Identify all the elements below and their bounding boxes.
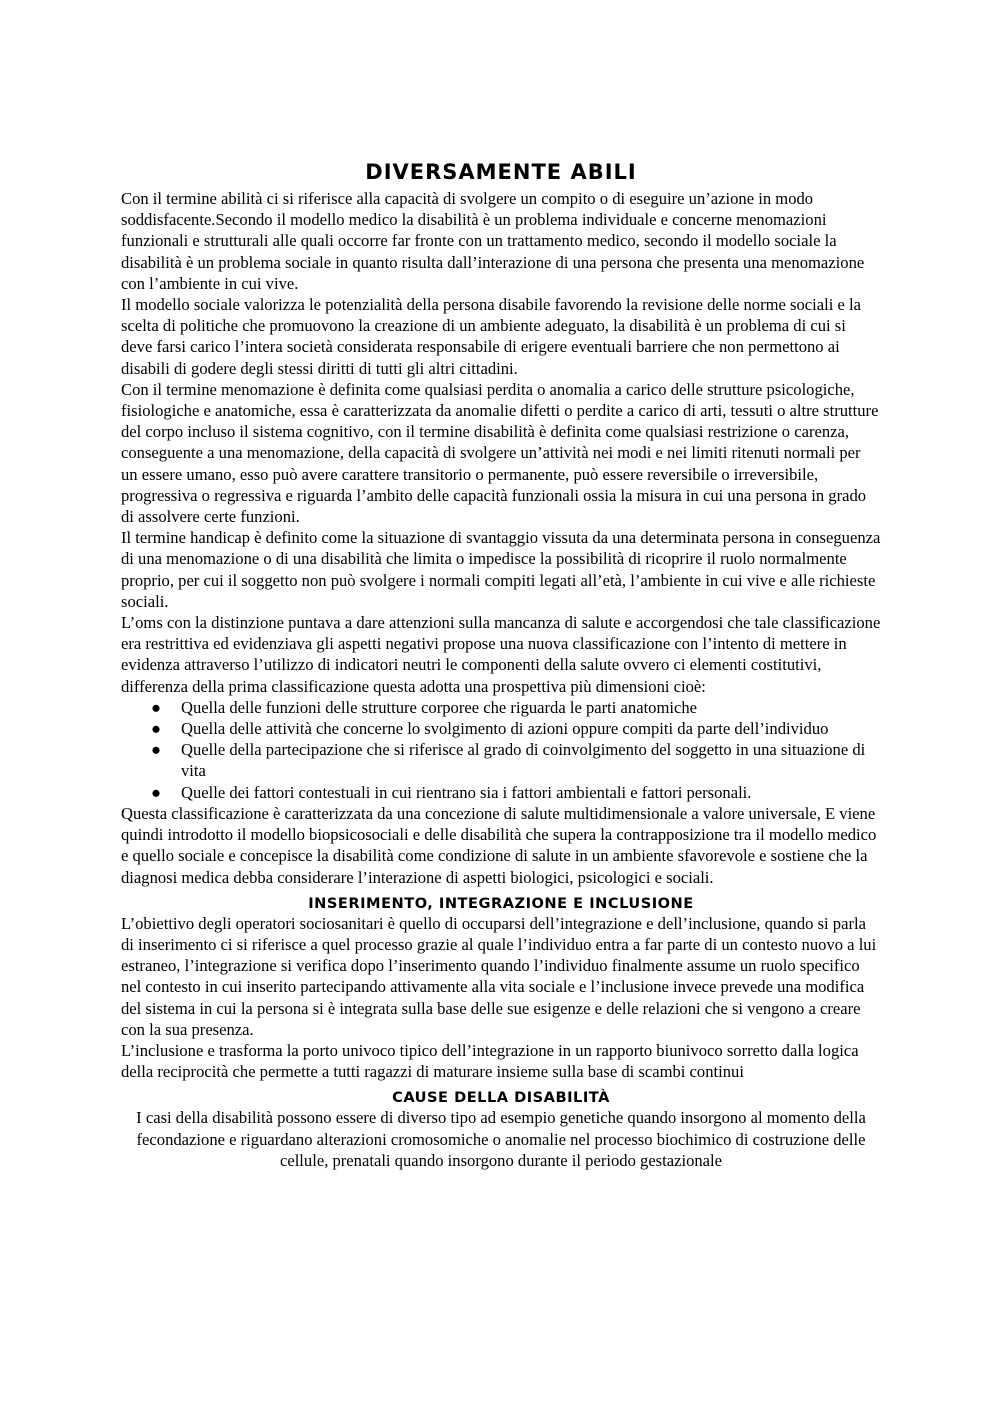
list-item [151,697,881,718]
paragraph-handicap: Il termine handicap è definito come la situazione di svantaggio vissuta da una determinata persona in conseguenza di una menomazione o di una disabilità che limita o impedisce la possibilità di ricoprire il ruolo normalmente proprio, per cui il soggetto non può svolgere i normali compiti legati all’età, l’ambiente in cui vive e alle richieste sociali. [121,528,881,611]
section-heading-cause: CAUSE DELLA DISABILITÀ [392,1089,610,1107]
list-item [151,739,881,781]
paragraph-menomazione: Con il termine menomazione è definita come qualsiasi perdita o anomalia a carico delle strutture psicologiche, fisiologiche e anatomiche, essa è caratterizzata da anomalie difetti o perdite a carico di arti, tessuti o altre strutture del corpo incluso il sistema cognitivo, con il termine disabilità è definita come qualsiasi restrizione o carenza, conseguente a una menomazione, della capacità di svolgere un’attività nei modi e nei limiti ritenuti normali per un essere umano, esso può avere carattere transitorio o permanente, può essere reversibile o irreversibile, progressiva o regressiva e riguarda l’ambito delle capacità funzionali ossia la misura in cui una persona in grado di assolvere certe funzioni. [121,379,879,527]
list-item [151,718,881,739]
section-heading-inserimento: INSERIMENTO, INTEGRAZIONE E INCLUSIONE [308,894,694,912]
bullet-icon: ● [151,782,162,802]
list-item-text: Quella delle funzioni delle strutture corporee che riguarda le parti anatomiche [181,697,698,717]
document-title: DIVERSAMENTE ABILI [365,160,637,184]
document-page [121,156,881,1171]
section-inserimento [121,913,881,1083]
list-item-text: Quelle della partecipazione che si riferisce al grado di coinvolgimento del soggetto in una situazione di vita [181,740,866,781]
section-diversamente-abili [121,188,881,888]
bullet-icon: ● [151,719,162,739]
paragraph-modello-sociale: Il modello sociale valorizza le potenzialità della persona disabile favorendo la revisione delle norme sociali e la scelta di politiche che promuovono la creazione di un ambiente adeguato, la disabilità è un problema di cui si deve farsi carico l’intera società considerata responsabile di erigere eventuali barriere che non permettono ai disabili di godere degli stessi diritti di tutti gli altri cittadini. [121,295,861,378]
list-item-text: Quella delle attività che concerne lo svolgimento di azioni oppure compiti da parte dell’individuo [181,719,829,739]
list-item-text: Quelle dei fattori contestuali in cui rientrano sia i fattori ambientali e fattori personali. [181,782,752,802]
bullet-icon: ● [151,740,162,760]
paragraph-oms: L’oms con la distinzione puntava a dare attenzioni sulla mancanza di salute e accorgendosi che tale classificazione era restrittiva ed evidenziava gli aspetti negativi propose una nuova classificazione con l’intento di mettere in evidenza attraverso l’utilizzo di indicatori neutri le componenti della salute ovvero ci elementi costitutivi, differenza della prima classificazione questa adotta una prospettiva più dimensioni cioè: [121,613,881,696]
paragraph-abilita: Con il termine abilità ci si riferisce alla capacità di svolgere un compito o di eseguire un’azione in modo soddisfacente.Secondo il modello medico la disabilità è un problema individuale e concerne menomazioni funzionali e strutturali alle quali occorre far fronte con un trattamento medico, secondo il modello sociale la disabilità è un problema sociale in quanto risulta dall’interazione di una persona che presenta una menomazione con l’ambiente in cui vive. [121,189,865,293]
list-item [151,782,881,803]
bullet-icon: ● [151,697,162,717]
paragraph-classificazione: Questa classificazione è caratterizzata da una concezione di salute multidimensionale a valore universale, E viene quindi introdotto il modello biopsicosociali e delle disabilità che supera la contrapposizione tra il modello medico e quello sociale e concepisce la disabilità come condizione di salute in un ambiente sfavorevole e sostiene che la diagnosi medica debba considerare l’interazione di aspetti biologici, psicologici e sociali. [121,803,877,887]
bullet-list-dimensioni [121,697,881,803]
paragraph-obiettivo: L’obiettivo degli operatori sociosanitari è quello di occuparsi dell’integrazione e dell’inclusione, quando si parla di inserimento ci si riferisce a quel processo grazie al quale l’individuo entra a far parte di un contesto nuovo a lui estraneo, l’integrazione si verifica dopo l’inserimento quando l’individuo finalmente assume un ruolo specifico nel contesto in cui inserito partecipando attivamente alla vita sociale e l’inclusione invece prevede una modifica del sistema in cui la persona si è integrata sulla base delle sue esigenze e delle relazioni che si vengono a creare con la sua presenza. [121,913,877,1039]
section-cause [121,1107,881,1171]
paragraph-cause: I casi della disabilità possono essere di diverso tipo ad esempio genetiche quando insorgono al momento della fecondazione e riguardano alterazioni cromosomiche o anomalie nel processo biochimico di costruzione delle cellule, prenatali quando insorgono durante il periodo gestazionale [136,1108,866,1170]
paragraph-inclusione: L’inclusione e trasforma la porto univoco tipico dell’integrazione in un rapporto biunivoco sorretto dalla logica della reciprocità che permette a tutti ragazzi di maturare insieme sulla base di scambi continui [121,1040,859,1082]
